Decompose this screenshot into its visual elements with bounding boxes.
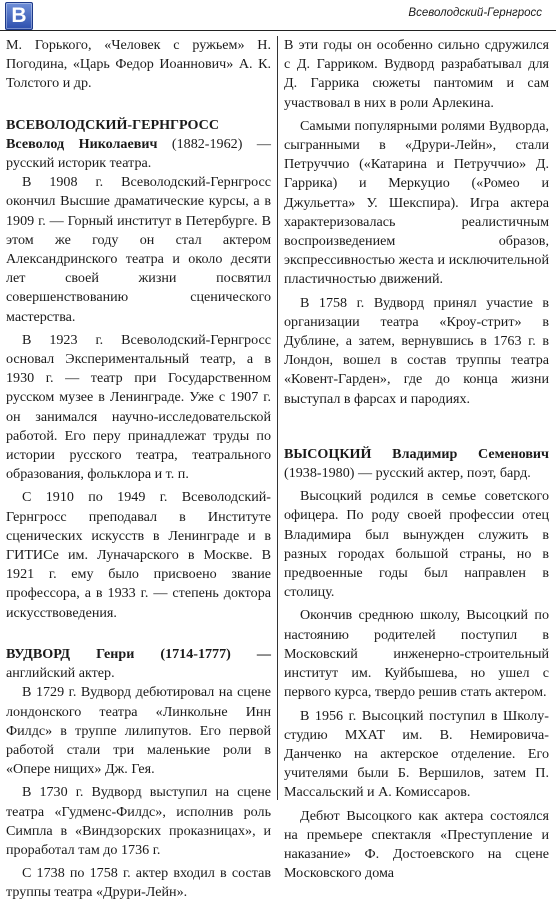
running-head: Всеволодский-Гернгросс — [408, 7, 542, 19]
entry-summary: английский актер. — [6, 665, 115, 682]
entry-summary: (1938-1980) — русский актер, поэт, бард. — [284, 465, 531, 482]
entry-summary: (1882-1962) — русский историк театра. — [6, 135, 271, 172]
right-column — [284, 36, 549, 883]
entry-name: ВСЕВОЛОДСКИЙ-ГЕРНГРОСС Всеволод Николаевич — [6, 116, 220, 152]
paragraph: В 1908 г. Всеволодский-Гернгросс окончил Высшие драматические курсы, а в 1909 г. — Горный институт в Петербурге. В этом же году он стал актером Александринского театра и около десяти лет своей жизни посвятил совершенствованию сценического мастерства. — [6, 174, 271, 325]
paragraph: Высоцкий родился в семье советского офицера. По роду своей профессии отец Владимира был вынужден служить в разных городах большой страны, но в предвоенные годы был направлен в столицу. — [284, 488, 549, 601]
paragraph: Дебют Высоцкого как актера состоялся на премьере спектакля «Преступление и наказание» Ф. Достоевского на сцене Московского дома — [284, 807, 549, 882]
entry-name: ВЫСОЦКИЙ Владимир Семенович — [284, 445, 549, 462]
column-divider — [277, 36, 278, 800]
paragraph: В эти годы он особенно сильно сдружился с Д. Гарриком. Вудворд разрабатывал для Д. Гаррика сюжеты пантомим и сам участвовал в них в роли Арлекина. — [284, 37, 549, 111]
paragraph: В 1923 г. Всеволодский-Гернгросс основал Экспериментальный театр, а в 1930 г. — театр при Государственном русском музее в Ленинграде. Уже с 1907 г. он занимался научно-исследовательской работой. Его перу принадлежат труды по истории русского театра, театрального образования, фольклора и т. п. — [6, 331, 271, 483]
entry-heading-vysotsky — [284, 445, 549, 483]
page-header — [0, 0, 556, 34]
paragraph: В 1729 г. Вудворд дебютировал на сцене лондонского театра «Линкольне Инн Филдс» в труппе лилипутов. Его первой работой стали три маленькие роли в «Опере нищих» Дж. Гея. — [6, 684, 271, 778]
entry-heading-vsevolodsky — [6, 116, 271, 174]
paragraph: Окончив среднюю школу, Высоцкий по настоянию родителей поступил в Московский инженерно-строительный институт им. Куйбышева, но ушел с первого курса, твердо решив стать актером. — [284, 607, 549, 701]
header-rule — [0, 30, 556, 31]
left-column — [6, 36, 271, 903]
paragraph: В 1956 г. Высоцкий поступил в Школу-студию МХАТ им. В. Немировича-Данченко на актерское отделение. Его учителями были Б. Вершилов, затем П. Массальский и А. Комиссаров. — [284, 707, 549, 801]
paragraph: М. Горького, «Человек с ружьем» Н. Погодина, «Царь Федор Иоаннович» А. К. Толстого и др. — [6, 37, 271, 92]
paragraph: В 1758 г. Вудворд принял участие в организации театра «Кроу-стрит» в Дублине, а затем, вернувшись в 1763 г. в Лондон, вошел в состав труппы театра «Ковент-Гарден», где до конца жизни выступал в фарсах и пародиях. — [284, 294, 549, 407]
entry-name: ВУДВОРД Генри (1714-1777) — — [6, 645, 271, 662]
entry-heading-woodward — [6, 645, 271, 683]
paragraph: Самыми популярными ролями Вудворда, сыгранными в «Друри-Лейн», стали Петруччио («Катарина и Петруччио» Д. Гаррика) и Меркуцио («Ромео и Джульетта» У. Шекспира). Игра актера характеризовалась реалистичным воспроизведением образов, экспрессивностью жеста и исключительной пластичностью движений. — [284, 117, 549, 288]
paragraph: С 1738 по 1758 г. актер входил в состав труппы театра «Друри-Лейн». — [6, 865, 271, 901]
publisher-logo: В — [5, 2, 33, 30]
paragraph: С 1910 по 1949 г. Всеволодский-Гернгросс преподавал в Институте сценических искусств в Ленинграде и в ГИТИСе им. Луначарского в Москве. В 1921 г. ему было присвоено звание профессора, а в 1933 г. — степень доктора искусствоведения. — [6, 489, 271, 621]
paragraph: В 1730 г. Вудворд выступил на сцене театра «Гудменс-Филдс», исполнив роль Симпла в «Виндзорских проказницах», и проработал там до 1736 г. — [6, 784, 271, 858]
